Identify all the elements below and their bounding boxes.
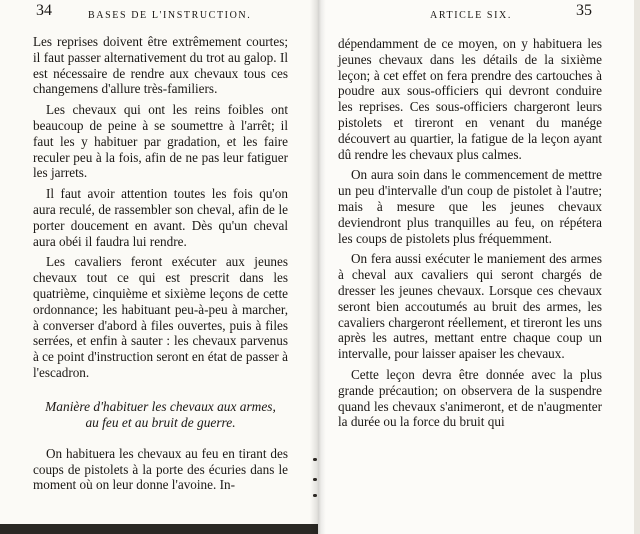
paragraph: Il faut avoir attention toutes les fois qu'on aura reculé, de rassembler son cheval, afin de le porter doucement en avant. Dès qu'un cheval aura obéi il faudra lui rendre.: [33, 186, 288, 249]
left-page: [0, 0, 318, 534]
paragraph: Les cavaliers feront exécuter aux jeunes chevaux tout ce qui est prescrit dans les quatrième, cinquième et sixième leçons de cette ordonnance; les habituant peu-à-peu à marcher, à converser d'abord à files ouvertes, puis à files serrées, et enfin à sauter : les chevaux parvenus à ce point d'instruction seront en état de passer à l'escadron.: [33, 254, 288, 380]
section-heading: [33, 399, 288, 432]
left-page-text: [33, 34, 288, 498]
paragraph: Les reprises doivent être extrêmement courtes; il faut passer alternativement du trot au galop. Il est nécessaire de rendre aux chevaux tous ces changemens d'allure très-familiers.: [33, 34, 288, 97]
running-head: BASES DE L'INSTRUCTION.: [88, 10, 252, 21]
paragraph: Les chevaux qui ont les reins foibles ont beaucoup de peine à se soumettre à l'arrêt; il faut les y habituer par gradation, et les faire reculer peu à la fois, afin de ne pas leur fatiguer les jarrets.: [33, 102, 288, 181]
ink-blot: [313, 458, 317, 461]
page-number: 35: [576, 2, 592, 19]
running-head: ARTICLE SIX.: [430, 10, 512, 21]
paragraph: dépendamment de ce moyen, on y habituera les jeunes chevaux dans les détails de la sixième leçon; à cet effet on fera prendre des cartouches à poudre aux sous-officiers qui devront conduire les reprises. Ces sous-officiers chargeront leurs pistolets et tireront en venant du manége découvert au quartier, la fatigue de la leçon ayant dû rendre les chevaux plus calmes.: [338, 36, 602, 162]
right-page: [318, 0, 640, 534]
book-gutter: [310, 0, 326, 534]
page-number: 34: [36, 2, 52, 19]
paragraph: On fera aussi exécuter le maniement des armes à cheval aux cavaliers qui seront chargés de dresser les jeunes chevaux. Lorsque ces chevaux seront bien accoutumés au bruit des armes, les cavaliers chargeront réellement, et tireront les uns après les autres, mettant entre chaque coup un intervalle, pour laisser apaiser les chevaux.: [338, 251, 602, 362]
paragraph: On habituera les chevaux au feu en tirant des coups de pistolets à la porte des écuries dans le moment où on leur donne l'avoine. In-: [33, 445, 288, 493]
paragraph: Cette leçon devra être donnée avec la plus grande précaution; on observera de la suspendre quand les chevaux s'animeront, et de n'augmenter la durée ou la force du bruit qui: [338, 366, 602, 430]
ink-blot: [313, 478, 317, 481]
section-heading-line: Manière d'habituer les chevaux aux armes,: [45, 398, 276, 414]
section-heading-line: au feu et au bruit de guerre.: [85, 415, 236, 431]
paragraph: On aura soin dans le commencement de mettre un peu d'intervalle d'un coup de pistolet à l'autre; mais à mesure que les jeunes chevaux deviendront plus tranquilles au feu, on répétera les coups de pistolets plus fréquemment.: [338, 167, 602, 246]
ink-blot: [313, 494, 317, 497]
right-page-text: [338, 36, 602, 435]
